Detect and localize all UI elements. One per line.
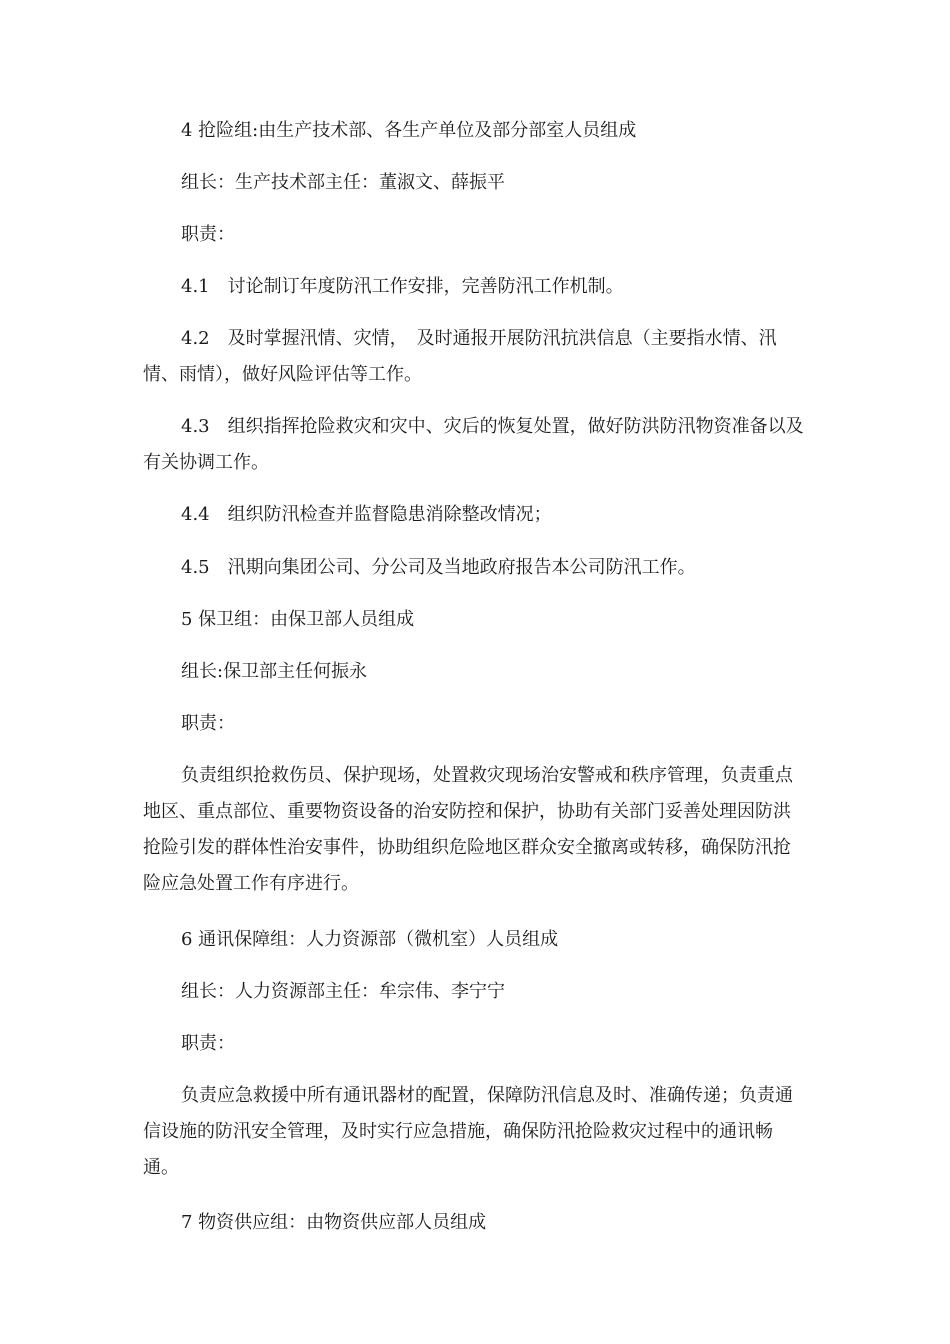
duty-item-4-2: 4.2 及时掌握汛情、灾情， 及时通报开展防汛抗洪信息（主要指水情、汛情、雨情），做好风险评估等工作。	[143, 328, 777, 385]
rescue-group-leader: 组长：生产技术部主任：董淑文、薛振平	[181, 172, 505, 193]
duty-item-4-5: 4.5 汛期向集团公司、分公司及当地政府报告本公司防汛工作。	[181, 557, 696, 578]
communication-group-duties-label: 职责：	[181, 1033, 235, 1054]
section-heading-supply-group: 7 物资供应组：由物资供应部人员组成	[181, 1212, 487, 1233]
security-group-duties-label: 职责：	[181, 713, 235, 734]
security-group-leader: 组长:保卫部主任何振永	[181, 661, 368, 682]
section-heading-communication-group: 6 通讯保障组：人力资源部（微机室）人员组成	[181, 929, 559, 950]
section-heading-rescue-group: 4 抢险组:由生产技术部、各生产单位及部分部室人员组成	[181, 120, 637, 141]
duty-item-4-3: 4.3 组织指挥抢险救灾和灾中、灾后的恢复处置，做好防洪防汛物资准备以及有关协调工作。	[143, 416, 804, 473]
rescue-group-duties-label: 职责：	[181, 224, 235, 245]
duty-item-4-1: 4.1 讨论制订年度防汛工作安排，完善防汛工作机制。	[181, 276, 624, 297]
security-group-duties-text: 负责组织抢救伤员、保护现场，处置救灾现场治安警戒和秩序管理，负责重点地区、重点部位、重要物资设备的治安防控和保护，协助有关部门妥善处理因防洪抢险引发的群体性治安事件，协助组织危险地区群众安全撤离或转移，确保防汛抢险应急处置工作有序进行。	[143, 765, 793, 894]
communication-group-duties-text: 负责应急救援中所有通讯器材的配置，保障防汛信息及时、准确传递；负责通信设施的防汛安全管理，及时实行应急措施，确保防汛抢险救灾过程中的通讯畅通。	[143, 1085, 793, 1178]
section-heading-security-group: 5 保卫组：由保卫部人员组成	[181, 609, 415, 630]
communication-group-leader: 组长：人力资源部主任：牟宗伟、李宁宁	[181, 981, 505, 1002]
duty-item-4-4: 4.4 组织防汛检查并监督隐患消除整改情况；	[181, 504, 552, 525]
